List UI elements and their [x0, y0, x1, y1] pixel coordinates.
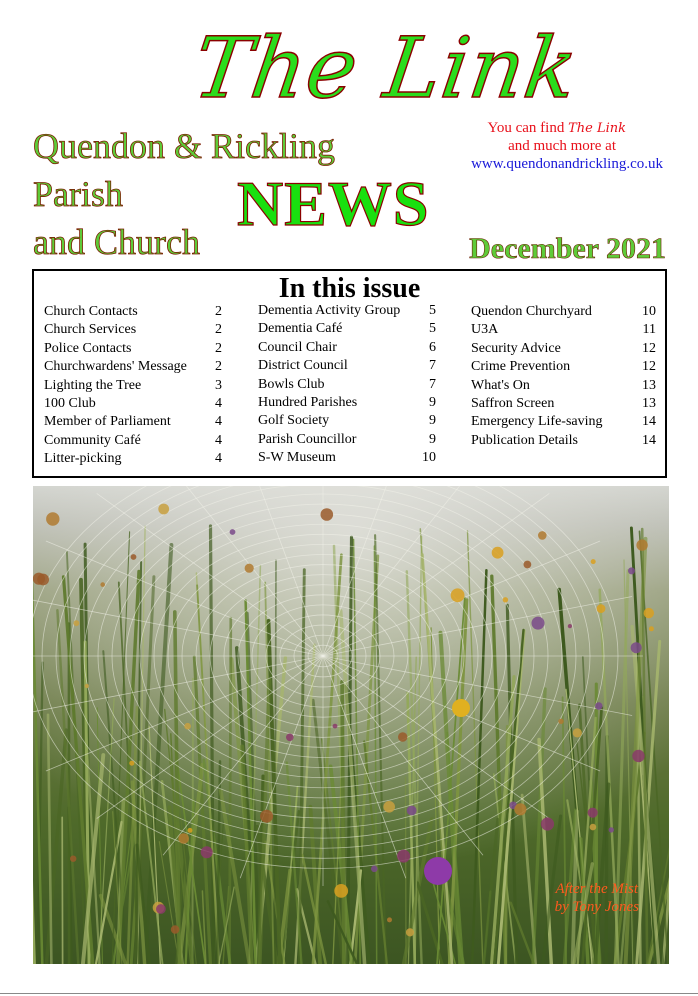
contents-entry-title: Litter-picking	[44, 451, 122, 467]
contents-column-3	[471, 303, 656, 450]
contents-entry	[44, 303, 222, 321]
contents-entry-title: Member of Parliament	[44, 414, 171, 430]
contents-entry	[44, 321, 222, 339]
contents-entry-page: 14	[642, 414, 656, 430]
news-heading: NEWS	[237, 168, 430, 239]
contents-entry-title: What's On	[471, 377, 530, 393]
contents-title: In this issue	[278, 273, 421, 304]
contents-entry-page: 6	[429, 339, 436, 355]
contents-entry-title: Emergency Life-saving	[471, 414, 603, 430]
contents-entry-page: 11	[642, 322, 656, 338]
parish-name-line1: Quendon & Rickling	[33, 126, 335, 166]
cover-photo	[33, 486, 669, 964]
contents-entry	[471, 395, 656, 413]
contents-entry-title: Crime Prevention	[471, 359, 571, 375]
contents-entry-page: 10	[642, 304, 656, 319]
contents-entry-page: 4	[215, 432, 222, 448]
contents-entry-title: District Council	[258, 358, 348, 374]
contents-entry-page: 4	[215, 451, 222, 467]
contents-entry-title: Parish Councillor	[258, 431, 357, 447]
contents-column-1	[44, 303, 222, 469]
contents-entry-page: 14	[642, 432, 656, 448]
contents-entry	[44, 395, 222, 413]
contents-entry-title: Publication Details	[471, 432, 578, 448]
contents-entry-page: 3	[215, 377, 222, 393]
contents-entry-title: Church Services	[44, 322, 137, 338]
contents-entry-page: 10	[422, 450, 436, 466]
contents-entry	[258, 449, 436, 467]
contents-entry-page: 7	[429, 376, 436, 392]
contents-entry	[471, 340, 656, 358]
contents-entry	[471, 303, 656, 321]
caption-credit: by Tony Jones	[554, 899, 639, 915]
contents-entry	[258, 302, 436, 320]
contents-entry-title: Bowls Club	[258, 376, 325, 392]
contents-entry-page: 5	[429, 321, 436, 337]
contents-entry	[44, 340, 222, 358]
page-bottom-divider	[0, 993, 698, 994]
contents-entry-title: Community Café	[44, 432, 141, 448]
contents-entry-page: 2	[215, 322, 222, 338]
contents-box	[32, 269, 667, 478]
contents-entry-page: 13	[642, 395, 656, 411]
contents-entry-page: 4	[215, 414, 222, 430]
photo-caption	[555, 880, 639, 916]
contents-entry-page: 2	[215, 340, 222, 356]
find-prefix: You can find	[487, 120, 569, 136]
find-line2: and much more at	[508, 138, 616, 154]
contents-entry	[44, 450, 222, 468]
contents-entry-title: 100 Club	[44, 395, 96, 411]
contents-entry	[258, 339, 436, 357]
contents-entry-page: 9	[429, 394, 436, 410]
contents-entry-page: 4	[215, 395, 222, 411]
contents-entry-title: Security Advice	[471, 340, 561, 356]
caption-title: After the Mist	[555, 881, 639, 897]
contents-entry-title: Dementia Activity Group	[258, 303, 401, 318]
contents-entry-page: 12	[642, 340, 656, 356]
contents-entry-page: 9	[429, 431, 436, 447]
contents-entry	[471, 321, 656, 339]
contents-entry-page: 9	[429, 413, 436, 429]
issue-date: December 2021	[469, 232, 666, 265]
contents-entry	[258, 412, 436, 430]
contents-entry	[44, 377, 222, 395]
website-link[interactable]: www.quendonandrickling.co.uk	[471, 156, 663, 172]
contents-entry-page: 2	[215, 304, 222, 319]
contents-entry	[44, 358, 222, 376]
contents-entry-title: U3A	[471, 322, 499, 338]
contents-entry-title: Dementia Café	[258, 321, 343, 337]
contents-entry-title: Lighting the Tree	[44, 377, 142, 393]
contents-entry-title: Golf Society	[258, 413, 330, 429]
contents-entry	[258, 431, 436, 449]
contents-entry-title: Quendon Churchyard	[471, 304, 592, 319]
contents-entry-title: Saffron Screen	[471, 395, 555, 411]
find-notice	[488, 119, 626, 138]
contents-entry-title: Church Contacts	[44, 304, 138, 319]
contents-entry-page: 2	[215, 359, 222, 375]
parish-name-line2: Parish	[33, 174, 123, 214]
contents-entry	[471, 358, 656, 376]
contents-entry	[258, 394, 436, 412]
contents-entry-title: Council Chair	[258, 339, 337, 355]
contents-entry-page: 12	[642, 359, 656, 375]
contents-entry-page: 13	[642, 377, 656, 393]
contents-entry-title: Churchwardens' Message	[44, 359, 187, 375]
contents-entry-page: 7	[429, 358, 436, 374]
contents-entry	[44, 432, 222, 450]
contents-entry-page: 5	[429, 303, 436, 318]
contents-entry-title: Hundred Parishes	[258, 394, 358, 410]
contents-entry	[258, 357, 436, 375]
masthead-title: The Link	[188, 19, 585, 117]
contents-entry	[471, 432, 656, 450]
contents-entry	[471, 413, 656, 431]
find-link-name: The Link	[568, 121, 626, 136]
parish-name-line3: and Church	[33, 222, 200, 262]
contents-entry-title: S-W Museum	[258, 450, 336, 466]
contents-entry	[44, 413, 222, 431]
contents-entry	[258, 376, 436, 394]
contents-column-2	[258, 302, 436, 468]
contents-entry	[471, 377, 656, 395]
contents-entry	[258, 320, 436, 338]
contents-entry-title: Police Contacts	[44, 340, 132, 356]
